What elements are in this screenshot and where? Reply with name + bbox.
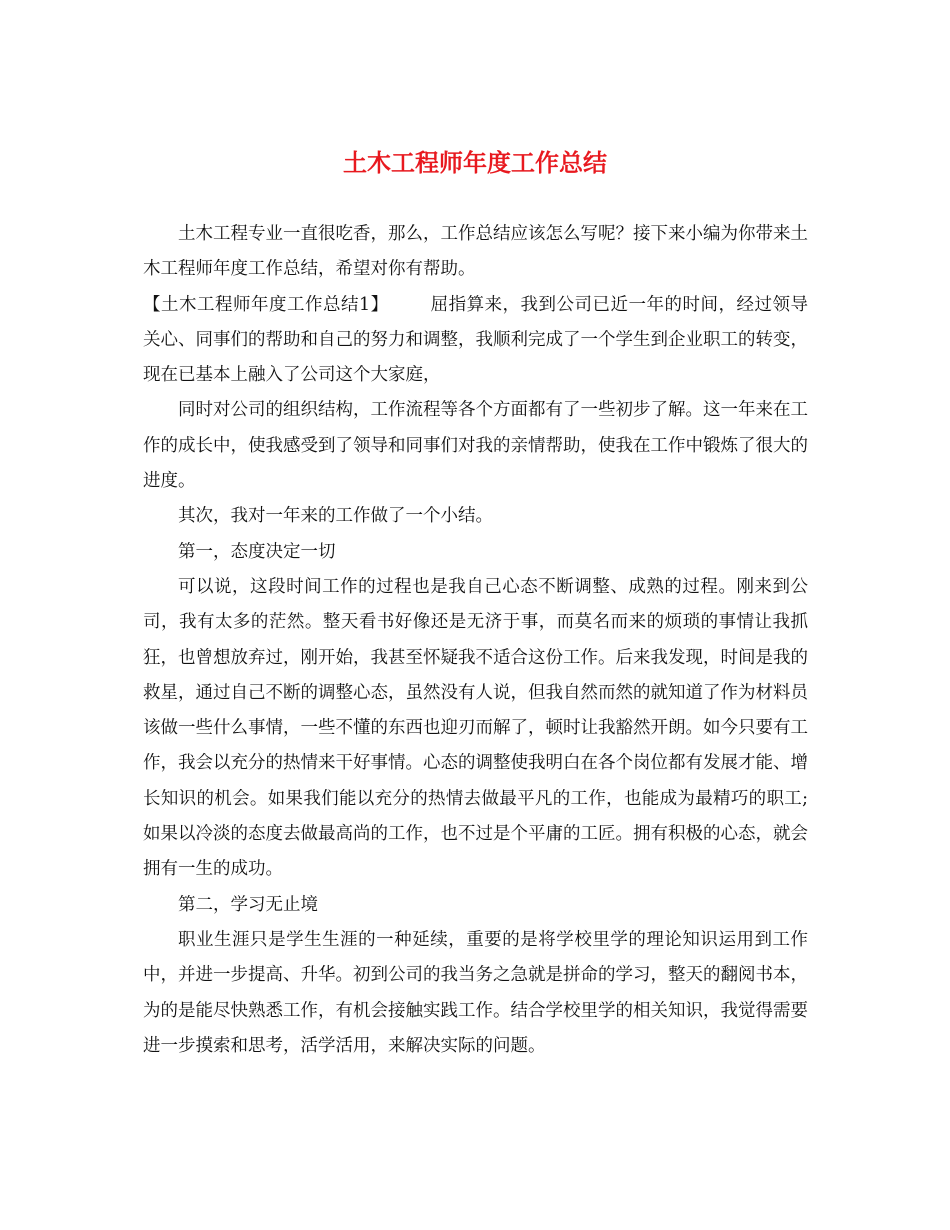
heading-learning: 第二，学习无止境 — [178, 894, 318, 915]
structure-paragraph: 同时对公司的组织结构，工作流程等各个方面都有了一些初步了解。这一年来在工作的成长中，使我感受到了领导和同事们对我的亲情帮助，使我在工作中锻炼了很大的进度。 — [143, 400, 808, 492]
summary-paragraph: 其次，我对一年来的工作做了一个小结。 — [178, 506, 493, 527]
document-body — [143, 217, 808, 1064]
section-label: 【土木工程师年度工作总结1】 — [143, 294, 389, 315]
intro-paragraph: 土木工程专业一直很吃香，那么，工作总结应该怎么写呢？接下来小编为你带来土木工程师年度工作总结，希望对你有帮助。 — [143, 224, 808, 280]
learning-paragraph: 职业生涯只是学生生涯的一种延续，重要的是将学校里学的理论知识运用到工作中，并进一步提高、升华。初到公司的我当务之急就是拼命的学习，整天的翻阅书本，为的是能尽快熟悉工作，有机会接触实践工作。结合学校里学的相关知识，我觉得需要进一步摸索和思考，活学活用，来解决实际的问题。 — [143, 929, 808, 1056]
heading-attitude: 第一，态度决定一切 — [178, 541, 336, 562]
section-intro-text: 屈指算来，我到公司已近一年的时间，经过领导关心、同事们的帮助和自己的努力和调整，我顺利完成了一个学生到企业职工的转变，现在已基本上融入了公司这个大家庭， — [143, 294, 808, 386]
document-title: 土木工程师年度工作总结 — [343, 148, 607, 177]
attitude-paragraph: 可以说，这段时间工作的过程也是我自己心态不断调整、成熟的过程。刚来到公司，我有太多的茫然。整天看书好像还是无济于事，而莫名而来的烦琐的事情让我抓狂，也曾想放弃过，刚开始，我甚至怀疑我不适合这份工作。后来我发现，时间是我的救星，通过自己不断的调整心态，虽然没有人说，但我自然而然的就知道了作为材料员该做一些什么事情，一些不懂的东西也迎刃而解了，顿时让我豁然开朗。如今只要有工作，我会以充分的热情来干好事情。心态的调整使我明白在各个岗位都有发展才能、增长知识的机会。如果我们能以充分的热情去做最平凡的工作，也能成为最精巧的职工;如果以冷淡的态度去做最高尚的工作，也不过是个平庸的工匠。拥有积极的心态，就会拥有一生的成功。 — [143, 576, 808, 880]
section-paragraph — [143, 288, 808, 394]
